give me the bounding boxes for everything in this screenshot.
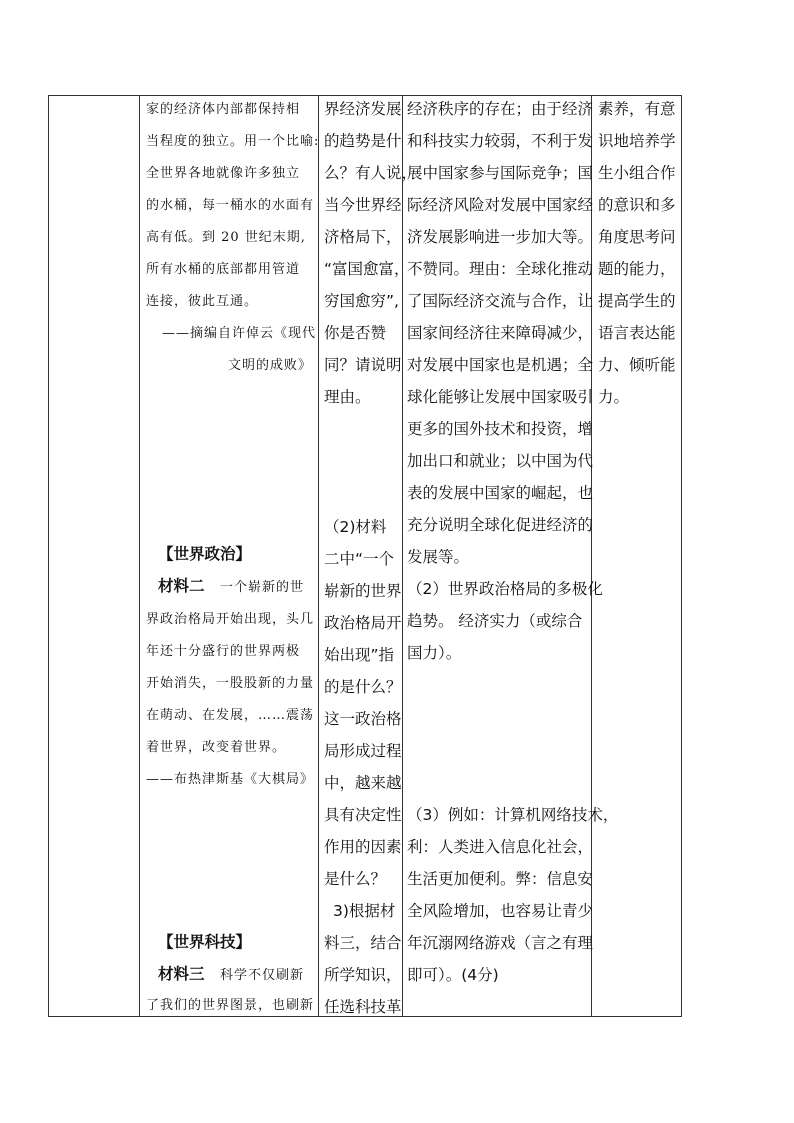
question-line: 崭新的世界 — [324, 582, 402, 600]
answer-line: 和科技实力较弱，不利于发 — [407, 132, 594, 150]
question-line: 同？请说明 — [324, 356, 402, 374]
question-line: 么？有人说， — [324, 164, 418, 182]
answer-line: 利：人类进入信息化社会， — [407, 838, 594, 856]
answer-line: 更多的国外技术和投资，增 — [407, 420, 594, 438]
answer-line: 即可）。(4分) — [407, 966, 499, 984]
material2-label: 材料二 — [158, 577, 205, 595]
question-line: 局形成过程 — [324, 742, 402, 760]
answer-line: 国家间经济往来障碍减少， — [407, 324, 594, 342]
material-line: 科学不仅刷新 — [220, 968, 305, 983]
table-cell-empty — [49, 96, 139, 1016]
objective-line: 题的能力， — [598, 260, 676, 278]
material-line: 年还十分盛行的世界两极 — [146, 644, 301, 659]
material-line: 一个崭新的世 — [220, 580, 305, 595]
material-line: 的水桶，每一桶水的水面有 — [146, 198, 315, 213]
answer-line: 了国际经济交流与合作，让 — [407, 292, 594, 310]
question-line: 政治格局开 — [324, 614, 402, 632]
answer-line: 趋势。 经济实力（或综合 — [407, 612, 583, 630]
answer-line: 全风险增加，也容易让青少 — [407, 902, 594, 920]
answer-line: 国力）。 — [407, 644, 462, 662]
objective-line: 提高学生的 — [598, 292, 676, 310]
question-line: 界经济发展 — [324, 100, 402, 118]
objective-line: 角度思考问 — [598, 228, 676, 246]
table-cell-answers — [403, 96, 619, 1016]
question-line: 中，越来越 — [324, 774, 402, 792]
answer-line: 际经济风险对发展中国家经 — [407, 196, 594, 214]
question-line: 的趋势是什 — [324, 132, 402, 150]
politics-heading: 【世界政治】 — [158, 545, 252, 563]
question-line: 始出现”指 — [324, 646, 395, 664]
answer-line: 年沉溺网络游戏（言之有理 — [407, 934, 594, 952]
material-line: 界政治格局开始出现，头几 — [146, 612, 315, 627]
question-line: 二中“一个 — [324, 550, 395, 568]
question-line: 你是否赞 — [324, 324, 387, 342]
answer-line: 加出口和就业；以中国为代 — [407, 452, 594, 470]
answer-line: 充分说明全球化促进经济的 — [407, 516, 594, 534]
question-line: 理由。 — [324, 388, 371, 406]
question-line: 穷国愈穷”, — [324, 292, 399, 310]
answer-line: 不赞同。理由：全球化推动 — [407, 260, 594, 278]
answer-line: 展中国家参与国际竞争；国 — [407, 164, 594, 182]
objective-line: 素养，有意 — [598, 100, 676, 118]
objective-line: 力。 — [598, 388, 630, 406]
answer-line: 济发展影响进一步加大等。 — [407, 228, 594, 246]
objective-line: 识地培养学 — [598, 132, 676, 150]
material-source: ——布热津斯基《大棋局》 — [146, 772, 315, 787]
table-cell-questions — [319, 96, 418, 1016]
material-line: 全世界各地就像许多独立 — [146, 166, 301, 181]
question-line: 这一政治格 — [324, 710, 402, 728]
material-source: 文明的成败》 — [227, 358, 312, 373]
answer-line: 球化能够让发展中国家吸引 — [407, 388, 594, 406]
answer-line: （3）例如：计算机网络技术， — [407, 806, 619, 824]
material-line: 家的经济体内部都保持相 — [146, 102, 301, 117]
objective-line: 生小组合作 — [598, 164, 676, 182]
question-line: （2)材料 — [324, 518, 387, 536]
material3-label: 材料三 — [158, 965, 205, 983]
question-line: “富国愈富， — [324, 260, 410, 278]
question-line: 所学知识， — [324, 966, 402, 984]
material-line: 开始消失，一股股新的力量 — [146, 676, 315, 691]
objective-line: 力、倾听能 — [598, 356, 676, 374]
material-line: 在萌动、在发展，……震荡 — [146, 708, 315, 723]
question-line: 是什么？ — [324, 870, 387, 888]
answer-line: （2）世界政治格局的多极化 — [407, 580, 603, 598]
material-source: ——摘编自许倬云《现代 — [162, 326, 317, 341]
material-line: 高有低。到 20 世纪末期, — [146, 230, 306, 245]
objective-line: 的意识和多 — [598, 196, 676, 214]
question-line: 的是什么？ — [324, 678, 402, 696]
answer-line: 对发展中国家也是机遇；全 — [407, 356, 594, 374]
question-line: 作用的因素 — [324, 838, 402, 856]
objective-line: 语言表达能 — [598, 324, 676, 342]
question-line: 料三，结合 — [324, 934, 402, 952]
question-line: 当今世界经 — [324, 196, 402, 214]
material-line: 连接，彼此互通。 — [146, 294, 259, 309]
answer-line: 发展等。 — [407, 548, 470, 566]
material-line: 了我们的世界图景，也刷新 — [146, 998, 315, 1013]
answer-line: 表的发展中国家的崛起，也 — [407, 484, 594, 502]
question-line: 3)根据材 — [333, 902, 396, 920]
table-cell-materials — [140, 96, 318, 1016]
material-line: 着世界，改变着世界。 — [146, 740, 287, 755]
answer-line: 经济秩序的存在；由于经济 — [407, 100, 594, 118]
material-line: 所有水桶的底部都用管道 — [146, 262, 301, 277]
question-line: 任选科技革 — [324, 998, 402, 1016]
question-line: 具有决定性 — [324, 806, 402, 824]
question-line: 济格局下， — [324, 228, 402, 246]
tech-heading: 【世界科技】 — [158, 933, 252, 951]
lesson-table — [48, 95, 682, 1017]
material-line: 当程度的独立。用一个比喻: — [146, 134, 320, 149]
answer-line: 生活更加便利。弊：信息安 — [407, 870, 594, 888]
table-cell-objectives — [592, 96, 682, 1016]
